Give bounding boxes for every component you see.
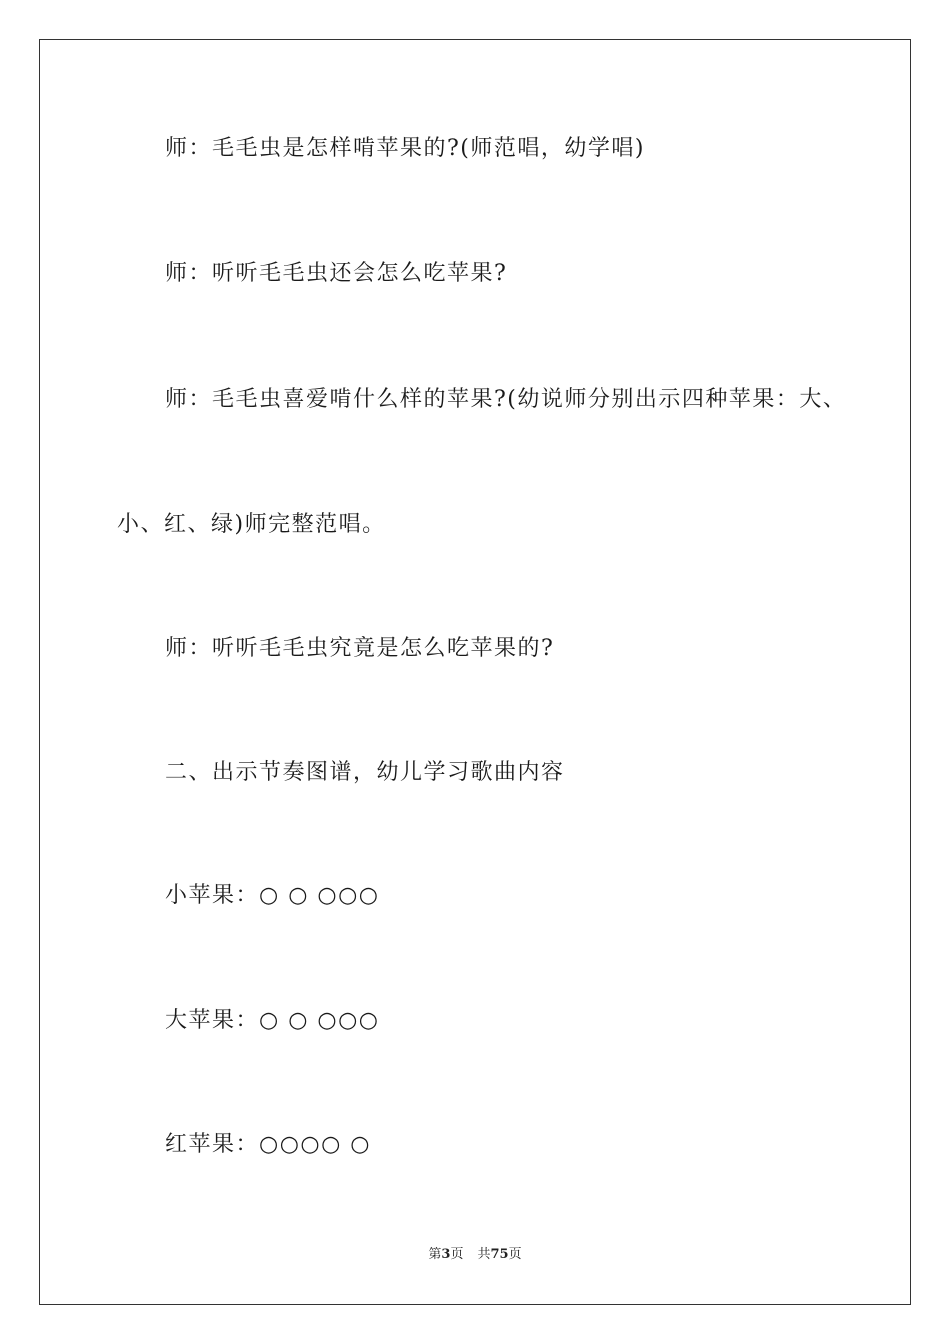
page-border bbox=[39, 39, 911, 1305]
footer-total-pages: 75 bbox=[490, 1247, 509, 1262]
paragraph-1: 师：毛毛虫是怎样啃苹果的?(师范唱，幼学唱) bbox=[165, 136, 645, 161]
paragraph-2: 师：听听毛毛虫还会怎么吃苹果? bbox=[165, 261, 508, 286]
footer-total-suffix: 页 bbox=[508, 1247, 522, 1262]
section-heading: 二、出示节奏图谱，幼儿学习歌曲内容 bbox=[165, 760, 565, 785]
rhythm-line-small-apple: 小苹果：○ ○ ○○○ bbox=[165, 883, 380, 908]
rhythm-line-big-apple: 大苹果：○ ○ ○○○ bbox=[165, 1008, 380, 1033]
footer-total-prefix: 共 bbox=[477, 1247, 491, 1262]
page-footer bbox=[0, 1246, 950, 1264]
footer-page-prefix: 第 bbox=[428, 1247, 442, 1262]
paragraph-3-continued: 小、红、绿)师完整范唱。 bbox=[117, 512, 386, 537]
footer-page-suffix: 页 bbox=[450, 1247, 464, 1262]
paragraph-4: 师：听听毛毛虫究竟是怎么吃苹果的? bbox=[165, 636, 555, 661]
footer-page-number: 3 bbox=[441, 1247, 451, 1262]
paragraph-3: 师：毛毛虫喜爱啃什么样的苹果?(幼说师分别出示四种苹果：大、 bbox=[165, 387, 847, 412]
rhythm-line-red-apple: 红苹果：○○○○ ○ bbox=[165, 1132, 371, 1157]
